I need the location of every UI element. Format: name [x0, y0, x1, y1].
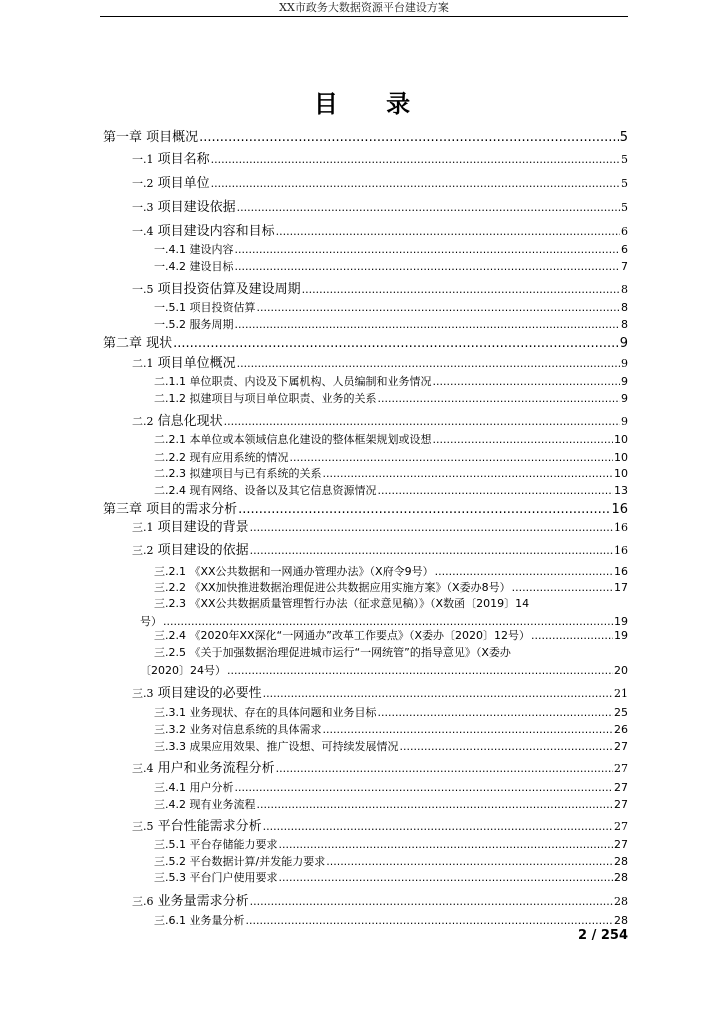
toc-entry-page: 27 — [614, 762, 628, 775]
toc-leader-dots — [238, 502, 610, 517]
toc-entry[interactable] — [132, 352, 628, 371]
toc-entry-label: 用户和业务流程分析 — [157, 761, 275, 776]
toc-entry-page: 16 — [614, 544, 628, 557]
toc-entry[interactable] — [132, 757, 628, 776]
toc-leader-dots — [435, 565, 613, 578]
toc-entry-label: 三.2.2 《XX加快推进数据治理促进公共数据应用实施方案》（X委办8号） — [154, 581, 511, 594]
toc-entry[interactable] — [154, 779, 628, 795]
toc-entry-label: 一.5.2 服务周期 — [154, 318, 234, 331]
toc-leader-dots — [323, 467, 614, 480]
toc-entry[interactable] — [154, 836, 628, 852]
toc-leader-dots — [211, 153, 620, 166]
toc-leader-dots — [378, 484, 614, 497]
toc-entry[interactable] — [132, 278, 628, 297]
toc-entry[interactable] — [132, 516, 628, 535]
toc-leader-dots — [378, 392, 621, 405]
toc-entry[interactable] — [154, 482, 628, 498]
toc-entry-number: 三.1 — [132, 521, 154, 534]
toc-leader-dots — [276, 225, 620, 238]
toc-entry-page: 8 — [621, 283, 628, 296]
toc-entry-page: 16 — [614, 565, 628, 578]
toc-entry-label: 一.4.1 建设内容 — [154, 243, 234, 256]
toc-entry-label: 二.2.2 现有应用系统的情况 — [154, 451, 289, 464]
toc-entry-page: 9 — [621, 375, 628, 388]
page-header: XX市政务大数据资源平台建设方案 — [100, 0, 628, 17]
toc-entry[interactable] — [154, 563, 628, 579]
toc-entry[interactable] — [154, 390, 628, 406]
toc-entry[interactable] — [154, 373, 628, 389]
toc-entry[interactable] — [132, 815, 628, 834]
toc-leader-dots — [173, 336, 619, 351]
toc-entry[interactable] — [154, 449, 628, 465]
toc-entry-page: 19 — [614, 629, 628, 642]
toc-entry-label-cont: 〔2020〕24号） — [140, 664, 226, 677]
toc-leader-dots — [199, 130, 619, 145]
toc-entry-label: 三.4.1 用户分析 — [154, 781, 234, 794]
toc-entry-label-cont: 号） — [140, 615, 162, 628]
toc-entry-label: 三.3.3 成果应用效果、推广设想、可持续发展情况 — [154, 740, 399, 753]
toc-entry-page: 16 — [614, 521, 628, 534]
toc-entry-label: 三.5.1 平台存储能力要求 — [154, 838, 278, 851]
toc-entry-label: 二.1.1 单位职责、内设及下属机构、人员编制和业务情况 — [154, 375, 432, 388]
toc-entry[interactable] — [132, 220, 628, 239]
toc-entry[interactable] — [132, 172, 628, 191]
toc-leader-dots — [290, 451, 614, 464]
toc-entry[interactable] — [132, 890, 628, 909]
toc-entry-label: 一.4.2 建设目标 — [154, 260, 234, 273]
toc-entry[interactable] — [132, 196, 628, 215]
toc-entry[interactable] — [132, 682, 628, 701]
toc-leader-dots — [250, 895, 613, 908]
toc-entry-label: 一.5.1 项目投资估算 — [154, 301, 256, 314]
toc-entry-page: 6 — [621, 243, 628, 256]
toc-entry[interactable] — [154, 721, 628, 737]
toc-entry[interactable] — [132, 148, 628, 167]
toc-leader-dots — [224, 415, 620, 428]
toc-entry-label: 二.2.3 拟建项目与已有系统的关系 — [154, 467, 322, 480]
toc-entry-page: 9 — [621, 415, 628, 428]
toc-entry[interactable] — [154, 299, 628, 315]
toc-entry-number: 一.2 — [132, 177, 154, 190]
toc-chapter[interactable] — [103, 498, 628, 517]
toc-leader-dots — [531, 629, 613, 642]
toc-entry[interactable] — [154, 853, 628, 869]
toc-entry-label: 三.5.3 平台门户使用要求 — [154, 871, 278, 884]
toc-entry-page: 25 — [614, 706, 628, 719]
toc-entry[interactable] — [154, 465, 628, 481]
toc-leader-dots — [235, 260, 621, 273]
toc-entry-number: 二.1 — [132, 357, 154, 370]
toc-entry-label: 第一章 项目概况 — [103, 130, 199, 145]
toc-entry-page: 27 — [614, 740, 628, 753]
toc-leader-dots — [257, 798, 614, 811]
toc-entry-label: 第三章 项目的需求分析 — [103, 502, 238, 517]
toc-leader-dots — [279, 871, 614, 884]
toc-entry-page: 9 — [619, 336, 628, 351]
toc-entry-label: 信息化现状 — [157, 414, 223, 429]
toc-entry-label: 三.3.1 业务现状、存在的具体问题和业务目标 — [154, 706, 377, 719]
toc-entry-label: 三.3.2 业务对信息系统的具体需求 — [154, 723, 322, 736]
toc-entry-label: 第二章 现状 — [103, 336, 173, 351]
toc-entry-label: 项目建设的背景 — [157, 520, 249, 535]
toc-entry-label: 平台性能需求分析 — [157, 819, 262, 834]
toc-entry-number: 一.5 — [132, 283, 154, 296]
toc-entry-page: 28 — [614, 855, 628, 868]
toc-entry[interactable] — [132, 539, 628, 558]
toc-entry-label: 项目单位概况 — [157, 356, 236, 371]
toc-entry-number: 三.2 — [132, 544, 154, 557]
toc-entry-label: 项目建设的必要性 — [157, 686, 262, 701]
toc-entry-label: 三.2.5 《关于加强数据治理促进城市运行“一网统管”的指导意见》（X委办 — [154, 646, 511, 659]
toc-leader-dots — [263, 820, 613, 833]
toc-entry-number: 二.2 — [132, 415, 154, 428]
toc-leader-dots — [235, 318, 621, 331]
toc-entry-page: 28 — [614, 871, 628, 884]
toc-leader-dots — [263, 687, 613, 700]
toc-entry-page: 10 — [614, 433, 628, 446]
toc-entry-page: 20 — [614, 664, 628, 677]
toc-leader-dots — [250, 544, 613, 557]
toc-entry[interactable] — [154, 316, 628, 332]
toc-entry-label: 三.5.2 平台数据计算/并发能力要求 — [154, 855, 326, 868]
toc-entry-label: 业务量需求分析 — [157, 894, 249, 909]
toc-entry[interactable] — [154, 796, 628, 812]
toc-chapter[interactable] — [103, 126, 628, 145]
toc-entry[interactable] — [140, 644, 628, 680]
toc-entry-page: 28 — [614, 895, 628, 908]
toc-entry-number: 一.1 — [132, 153, 154, 166]
toc-entry-number: 一.4 — [132, 225, 154, 238]
toc-entry-page: 27 — [614, 781, 628, 794]
toc-entry-label: 项目单位 — [157, 176, 210, 191]
toc-entry-label: 项目名称 — [157, 152, 210, 167]
toc-entry[interactable] — [154, 738, 628, 754]
toc-entry-page: 8 — [621, 301, 628, 314]
toc-chapter[interactable] — [103, 332, 628, 351]
toc-entry-page: 5 — [621, 153, 628, 166]
toc-entry-page: 10 — [614, 451, 628, 464]
toc-entry-label: 项目投资估算及建设周期 — [157, 282, 301, 297]
toc-entry-page: 17 — [614, 581, 628, 594]
toc-leader-dots — [246, 914, 614, 927]
toc-entry-page: 6 — [621, 225, 628, 238]
toc-entry-label: 项目建设的依据 — [157, 543, 249, 558]
toc-entry-page: 8 — [621, 318, 628, 331]
toc-entry-label: 二.2.1 本单位或本领域信息化建设的整体框架规划或设想 — [154, 433, 432, 446]
toc-leader-dots — [257, 301, 621, 314]
toc-leader-dots — [512, 581, 613, 594]
toc-leader-dots — [250, 521, 613, 534]
toc-entry[interactable] — [140, 595, 628, 631]
toc-entry-label: 三.2.4 《2020年XX深化“一网通办”改革工作要点》（X委办〔2020〕12号） — [154, 629, 530, 642]
toc-entry[interactable] — [154, 431, 628, 447]
toc-leader-dots — [302, 283, 620, 296]
toc-entry-number: 三.6 — [132, 895, 154, 908]
toc-entry-page: 21 — [614, 687, 628, 700]
toc-entry-page: 5 — [621, 201, 628, 214]
toc-leader-dots — [279, 838, 614, 851]
toc-entry-number: 一.3 — [132, 201, 154, 214]
toc-entry-page: 7 — [621, 260, 628, 273]
toc-entry-number: 三.3 — [132, 687, 154, 700]
toc-entry[interactable] — [154, 912, 628, 928]
toc-entry-page: 9 — [621, 357, 628, 370]
toc-leader-dots — [276, 762, 613, 775]
toc-title: 目 录 — [313, 89, 431, 118]
toc-entry[interactable] — [154, 704, 628, 720]
toc-entry-number: 三.4 — [132, 762, 154, 775]
toc-entry[interactable] — [132, 410, 628, 429]
toc-leader-dots — [235, 781, 614, 794]
toc-entry-page: 10 — [614, 467, 628, 480]
toc-entry-number: 三.5 — [132, 820, 154, 833]
toc-leader-dots — [433, 375, 621, 388]
toc-leader-dots — [211, 177, 620, 190]
toc-entry-label: 三.4.2 现有业务流程 — [154, 798, 256, 811]
toc-leader-dots — [237, 357, 620, 370]
toc-entry-label: 项目建设内容和目标 — [157, 224, 275, 239]
toc-entry[interactable] — [154, 627, 628, 643]
toc-entry-label: 项目建设依据 — [157, 200, 236, 215]
toc-entry[interactable] — [154, 241, 628, 257]
toc-entry[interactable] — [154, 258, 628, 274]
toc-entry-page: 5 — [619, 130, 628, 145]
toc-entry-page: 27 — [614, 838, 628, 851]
toc-leader-dots — [378, 706, 614, 719]
toc-entry-page: 27 — [614, 820, 628, 833]
page-number: 2 / 254 — [578, 928, 628, 943]
toc-entry-page: 13 — [614, 484, 628, 497]
toc-entry-page: 5 — [621, 177, 628, 190]
toc-leader-dots — [227, 662, 613, 680]
toc-entry[interactable] — [154, 869, 628, 885]
toc-entry-page: 16 — [611, 502, 628, 517]
toc-leader-dots — [326, 855, 613, 868]
toc-leader-dots — [323, 723, 614, 736]
toc-leader-dots — [237, 201, 620, 214]
toc-leader-dots — [400, 740, 614, 753]
toc-entry-label: 三.6.1 业务量分析 — [154, 914, 245, 927]
toc-leader-dots — [433, 433, 614, 446]
toc-leader-dots — [235, 243, 621, 256]
toc-entry-label: 二.1.2 拟建项目与项目单位职责、业务的关系 — [154, 392, 377, 405]
toc-entry-label: 三.2.3 《XX公共数据质量管理暂行办法（征求意见稿）》（X数函〔2019〕14 — [154, 597, 530, 610]
toc-entry[interactable] — [154, 579, 628, 595]
toc-entry-page: 9 — [621, 392, 628, 405]
toc-entry-label: 三.2.1 《XX公共数据和一网通办管理办法》（X府令9号） — [154, 565, 434, 578]
toc-entry-page: 26 — [614, 723, 628, 736]
toc-entry-page: 27 — [614, 798, 628, 811]
toc-entry-page: 28 — [614, 914, 628, 927]
toc-entry-page: 19 — [614, 615, 628, 628]
toc-entry-label: 二.2.4 现有网络、设备以及其它信息资源情况 — [154, 484, 377, 497]
